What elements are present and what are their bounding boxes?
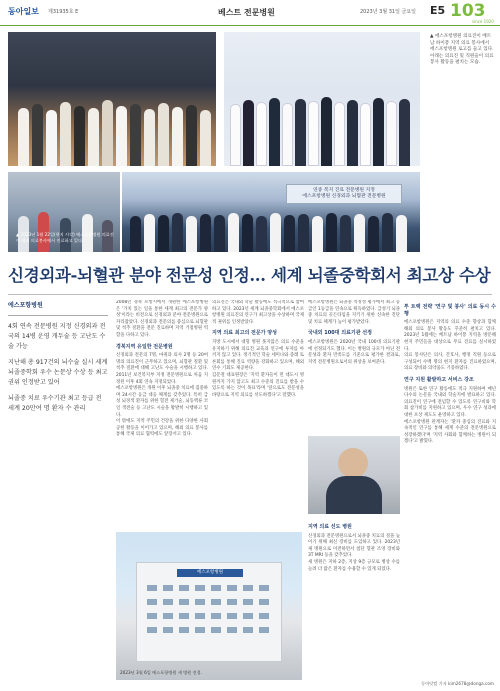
paper-name: 동아일보 (8, 7, 39, 16)
c1-paragraph-1: 2008년 경북 포항시에서 개원한 에스포항병원은 '가치 있는 일을 통한 세계 최고의 전문가 양성'이라는 비전으로 신경외과 분야 전문병원으로 자리잡았다. 신경외과 전문의를 중심으로 뇌혈관 및 척추 질환을 전문 진료하며 지역 거점병원 역할을 다하고 있다. (116, 300, 208, 338)
lead-paragraph-2: 지난해 총 917건의 뇌수술 실시 세계 뇌졸중학회 우수 논문상 수상 등 최고 권위 인정받고 있어 (8, 359, 108, 386)
c4-subheading-1: 투 트랙 전략 '연구 및 봉사' 의료 동시 수행 (404, 304, 496, 317)
page-number: E5 (430, 4, 446, 17)
body-column-3-bottom (308, 520, 400, 678)
photo-staff (224, 86, 420, 166)
window (147, 599, 157, 605)
window (147, 613, 157, 619)
ceremony-photo (122, 172, 420, 252)
window (227, 599, 237, 605)
clinic-photo (8, 172, 120, 252)
c2-paragraph-3: 김문철 대표원장은 '지역 환자들이 먼 대도시 병원까지 가지 않고도 최고 수준의 진료를 받을 수 있도록 하는 것이 목표'라며 '앞으로도 전문성을 바탕으로 지역 의료를 선도하겠다'고 말했다. (212, 372, 304, 398)
doctor-suit (326, 476, 382, 514)
c1-paragraph-4: 이 밖에도 지역 주민의 건강을 위한 다양한 사회 공헌 활동을 이어가고 있으며, 해외 의료 봉사를 통해 국제 의료 협력에도 앞장서고 있다. (116, 419, 208, 438)
top-photo-caption: ▲ 에스포항병원 의료진이 베트남 하이퐁 지역 의료 봉사에서 에스포항병원 로고를 들고 있다. 아래는 의료진 및 직원들이 의료 봉사 활동을 펼치는 모습. (430, 34, 494, 66)
c3b-paragraph-2: 새 병원은 지하 2층, 지상 9층 규모로 병상 수를 늘려 더 많은 환자를 수용할 수 있게 되었다. (308, 559, 400, 572)
staff-group-photo (224, 32, 420, 166)
issue-number: 제31935호 E (48, 9, 79, 15)
window (163, 599, 173, 605)
page-header (0, 0, 500, 26)
window (211, 599, 221, 605)
clinic-photo-caption: ▲ 2023년 1월 22일(현지 시각) 에스포항병원 의료진이 해외 의료봉사에서 진료하고 있다. (16, 232, 114, 243)
c4-paragraph-2: 의료 봉사단은 의사, 간호사, 행정 직원 등으로 구성되어 수백 명의 현지 환자를 진료하였으며, 의료 장비와 의약품도 기증하였다. (404, 353, 496, 372)
c3b-subheading: 지역 의료 선도 병원 (308, 524, 352, 530)
window (195, 613, 205, 619)
window (227, 585, 237, 591)
volunteer-group-photo (8, 32, 216, 166)
lead-paragraph-3: 뇌졸중 치료 우수기관 최고 등급 전 세계 20만여 명 환자 수 관리 (8, 395, 102, 412)
window (163, 627, 173, 633)
c4-subheading-2: 연구 지원 활발하고 서비스 강조 (404, 376, 474, 383)
lead-divider (8, 315, 108, 316)
window (179, 599, 189, 605)
building-photo-caption: 2023년 3월 6일 에스포항병원 새 병원 전경. (120, 670, 202, 675)
window (195, 627, 205, 633)
window (259, 585, 269, 591)
window (259, 613, 269, 619)
clinic-people (8, 208, 120, 252)
ceremony-banner (286, 184, 402, 204)
headline-rule (8, 294, 492, 295)
doctor-face (338, 448, 368, 478)
logo-number: 103 (450, 1, 486, 21)
hospital-building (136, 562, 282, 662)
window (163, 585, 173, 591)
section-title: 베스트 전문병원 (218, 8, 275, 17)
c4-paragraph-1: 에스포항병원은 지역의 의료 수준 향상과 함께 해외 의료 봉사 활동도 꾸준히 펼치고 있다. 2023년 1월에는 베트남 하이퐁 지역을 방문해 현지 주민들을 대상으로 무료 진료를 실시하였다. (404, 320, 496, 352)
doctor-photo (308, 436, 400, 514)
issue-date: 2023년 3월 31일 금요일 (360, 9, 417, 15)
window (179, 627, 189, 633)
window (227, 627, 237, 633)
photo-people (8, 92, 216, 166)
banner-line-2: 에스포항병원 신경외과 뇌혈관 전문병원 (302, 194, 386, 199)
window (243, 585, 253, 591)
lead-paragraph-1: 4회 연속 전문병원 지정 신경외과 전국의 14병 운영 개두술 등 고난도 수술 가능 (8, 323, 106, 350)
c1-subheading: 경북지역 유일한 전문병원 (116, 343, 173, 350)
window (243, 613, 253, 619)
ceremony-people (122, 212, 420, 252)
window (179, 585, 189, 591)
window (211, 585, 221, 591)
byline: 동아닷컴 기자 kim2678@donga.com (421, 681, 494, 686)
body-column-4 (404, 300, 496, 686)
anniversary-logo (450, 2, 494, 24)
body-column-1 (116, 300, 208, 528)
c4-paragraph-3: 병원은 또한 연구 활동에도 적극 지원하여 매년 다수의 논문을 국내외 학술지에 발표하고 있다. 의료진이 연구에 전념할 수 있도록 연구비와 학회 참가비를 지원하고 있으며, 우수 연구 성과에 대한 포상 제도도 운영하고 있다. (404, 386, 496, 418)
c1-paragraph-2: 신경외과 전문의 7명, 마취과 의사 2명 등 20여 명의 의료진이 근무하고 있으며, 뇌혈관 질환 및 척추 질환에 대해 고난도 수술을 시행하고 있다. 2011년 보건복지부 지정 전문병원으로 처음 지정된 이후 4회 연속 지정되었다. (116, 353, 208, 385)
body-column-2 (212, 300, 304, 528)
window (227, 613, 237, 619)
window (179, 613, 189, 619)
building-sign: 에스포항병원 (177, 569, 243, 577)
c3-paragraph-1: 에스포항병원은 뇌졸중 적정성 평가에서 최고 등급인 1등급을 연속으로 획득하였다. 급성기 뇌졸중 치료의 골든타임을 지키기 위한 신속한 진단 및 치료 체계가 높이 평가받았다. (308, 300, 400, 325)
c3-paragraph-2: 에스포항병원은 2020년 국내 100대 의료기관에 선정되기도 했다. 이는 병원의 규모가 아닌 전문성과 환자 만족도를 기준으로 평가한 결과로, 지역 전문병원으로서의 위상을 보여준다. (308, 339, 400, 365)
window (259, 599, 269, 605)
banner-line-1: 연중 복지 진료 전문병원 지정 (313, 188, 375, 193)
hospital-building-photo (116, 532, 302, 680)
logo-sub: since 1920 (472, 19, 494, 24)
c2-paragraph-2: 지방 도시에서 대형 병원 못지않은 의료 수준을 유지하기 위해 의료진 교육과 연구에 투자를 아끼지 않고 있다. 정기적인 학술 세미나와 증례 토론회를 통해 진료 역량을 강화하고 있으며, 해외 연수 기회도 제공한다. (212, 339, 304, 372)
window (259, 627, 269, 633)
window (147, 585, 157, 591)
window (163, 613, 173, 619)
headline: 신경외과-뇌혈관 분야 전문성 인정… 세계 뇌졸중학회서 최고상 수상 (8, 265, 491, 285)
body-column-3 (308, 300, 400, 430)
window (211, 627, 221, 633)
window (195, 599, 205, 605)
c3b-paragraph-1: 신경외과 전문병원으로서 뇌졸중 치료의 질을 높이기 위해 최신 장비를 도입하고 있다. 2023년 새 병원으로 이전하면서 첨단 혈관 조영 장비와 3T MRI 등을 갖추었다. (308, 533, 400, 559)
c2-paragraph-1: 의료진은 국내외 학술 활동에도 적극적으로 참여하고 있다. 2023년 세계 뇌졸중학회에서 에스포항병원 의료진의 연구가 최고상을 수상하며 국제적 권위를 인정받았다. (212, 300, 304, 325)
c1-paragraph-3: 에스포항병원은 개원 이후 뇌졸중 치료에 집중하며 24시간 응급 대응 체계를 갖추었다. 특히 급성 뇌경색 환자를 위한 혈전 제거술, 뇌동맥류 코일 색전술 등 고난도 시술을 활발히 시행하고 있다. (116, 386, 208, 418)
c3-subheading: 국내외 100대 의료기관 선정 (308, 330, 372, 337)
lead-column (8, 300, 108, 420)
window (243, 599, 253, 605)
window (195, 585, 205, 591)
lead-source: 에스포항병원 (8, 302, 43, 309)
window (147, 627, 157, 633)
window (211, 613, 221, 619)
c4-paragraph-4: 에스포항병원 관계자는 '환자 중심의 진료와 지속적인 연구를 통해 세계 수준의 전문병원으로 성장하겠다'며 '지역 사회와 함께하는 병원이 되겠다'고 밝혔다. (404, 419, 496, 445)
c2-subheading: 지역 의료 최고의 전문가 양성 (212, 330, 277, 337)
window (243, 627, 253, 633)
